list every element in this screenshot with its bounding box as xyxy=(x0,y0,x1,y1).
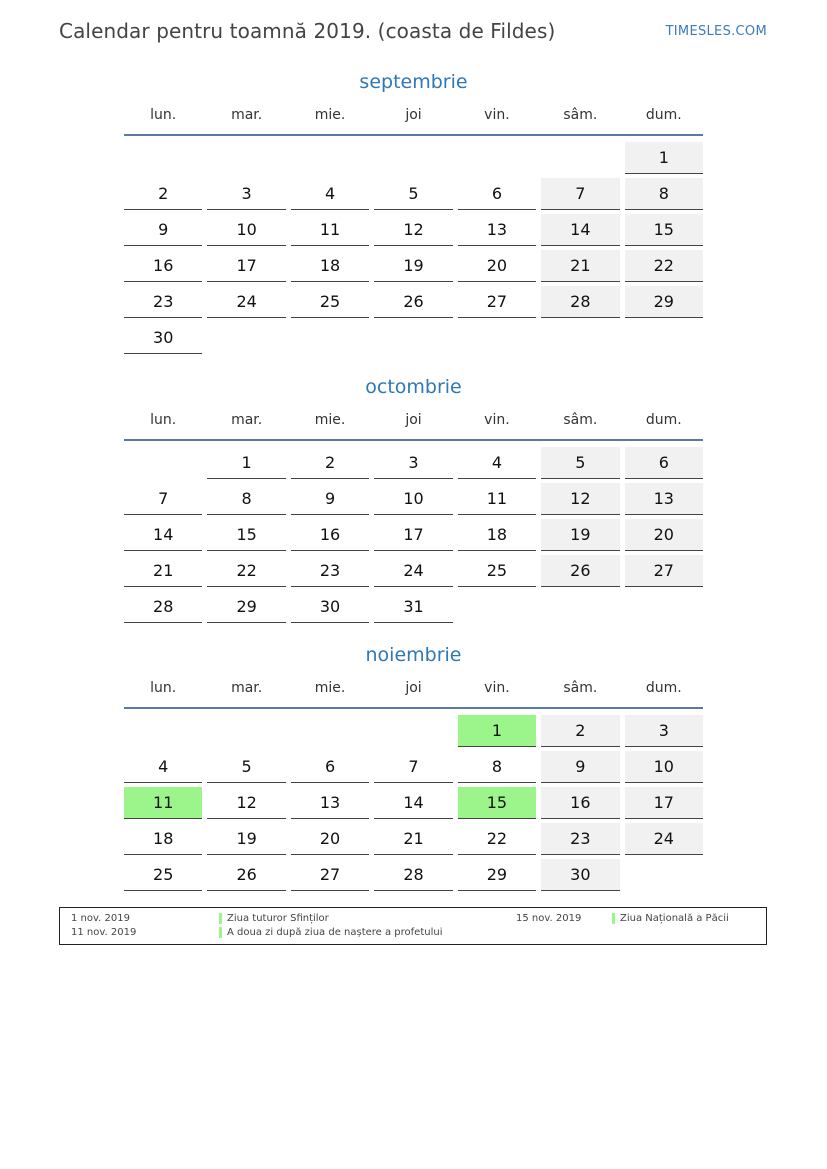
day-cell[interactable]: 21 xyxy=(374,823,452,855)
weekday-label: sâm. xyxy=(563,107,598,123)
empty-cell xyxy=(124,445,202,481)
legend-entry xyxy=(612,913,729,924)
day-cell[interactable]: 21 xyxy=(124,555,202,587)
day-cell[interactable]: 25 xyxy=(458,555,536,587)
day-cell[interactable]: 13 xyxy=(458,214,536,246)
day-cell[interactable]: 7 xyxy=(374,751,452,783)
day-cell[interactable]: 1 xyxy=(625,142,703,174)
day-cell[interactable]: 1 xyxy=(207,447,285,479)
holiday-day-cell[interactable]: 11 xyxy=(124,787,202,819)
day-cell[interactable]: 20 xyxy=(458,250,536,282)
weekday-label: mar. xyxy=(231,412,263,428)
day-cell[interactable]: 22 xyxy=(458,823,536,855)
day-cell[interactable]: 26 xyxy=(541,555,619,587)
weekday-label: mar. xyxy=(231,107,263,123)
day-cell[interactable]: 28 xyxy=(124,591,202,623)
day-cell[interactable]: 2 xyxy=(541,715,619,747)
day-cell[interactable]: 4 xyxy=(291,178,369,210)
day-grid xyxy=(124,713,703,893)
holiday-legend xyxy=(59,907,767,945)
day-cell[interactable]: 19 xyxy=(207,823,285,855)
weekday-label: dum. xyxy=(645,107,682,123)
day-cell[interactable]: 5 xyxy=(541,447,619,479)
month-title: octombrie xyxy=(365,376,462,398)
page-title: Calendar pentru toamnă 2019. (coasta de Fildes) xyxy=(59,19,556,43)
day-grid xyxy=(124,140,703,356)
legend-holiday-name: Ziua Națională a Păcii xyxy=(620,913,729,924)
day-cell[interactable]: 4 xyxy=(124,751,202,783)
weekday-label: joi xyxy=(405,412,422,428)
empty-cell xyxy=(291,140,369,176)
day-cell[interactable]: 20 xyxy=(625,519,703,551)
day-cell[interactable]: 25 xyxy=(124,859,202,891)
day-cell[interactable]: 12 xyxy=(207,787,285,819)
empty-cell xyxy=(374,713,452,749)
day-cell[interactable]: 30 xyxy=(291,591,369,623)
weekday-label: vin. xyxy=(484,680,510,696)
legend-date: 11 nov. 2019 xyxy=(71,927,137,938)
day-cell[interactable]: 16 xyxy=(124,250,202,282)
day-cell[interactable]: 25 xyxy=(291,286,369,318)
empty-cell xyxy=(374,140,452,176)
day-cell[interactable]: 14 xyxy=(541,214,619,246)
weekday-label: mie. xyxy=(314,107,346,123)
day-cell[interactable]: 18 xyxy=(124,823,202,855)
day-cell[interactable]: 27 xyxy=(291,859,369,891)
day-cell[interactable]: 9 xyxy=(124,214,202,246)
empty-cell xyxy=(124,140,202,176)
day-cell[interactable]: 19 xyxy=(374,250,452,282)
day-cell[interactable]: 2 xyxy=(124,178,202,210)
day-cell[interactable]: 17 xyxy=(374,519,452,551)
day-cell[interactable]: 29 xyxy=(458,859,536,891)
day-cell[interactable]: 17 xyxy=(207,250,285,282)
weekday-label: vin. xyxy=(484,107,510,123)
day-cell[interactable]: 16 xyxy=(291,519,369,551)
day-cell[interactable]: 23 xyxy=(541,823,619,855)
day-cell[interactable]: 26 xyxy=(374,286,452,318)
day-cell[interactable]: 24 xyxy=(207,286,285,318)
day-cell[interactable]: 16 xyxy=(541,787,619,819)
day-cell[interactable]: 14 xyxy=(124,519,202,551)
day-cell[interactable]: 3 xyxy=(374,447,452,479)
empty-cell xyxy=(207,140,285,176)
legend-date: 1 nov. 2019 xyxy=(71,913,130,924)
day-cell[interactable]: 12 xyxy=(541,483,619,515)
day-cell[interactable]: 11 xyxy=(291,214,369,246)
weekday-label: sâm. xyxy=(563,680,598,696)
day-cell[interactable]: 29 xyxy=(625,286,703,318)
day-cell[interactable]: 12 xyxy=(374,214,452,246)
day-cell[interactable]: 13 xyxy=(625,483,703,515)
day-cell[interactable]: 3 xyxy=(625,715,703,747)
day-cell[interactable]: 6 xyxy=(458,178,536,210)
day-cell[interactable]: 11 xyxy=(458,483,536,515)
weekday-label: mie. xyxy=(314,680,346,696)
weekday-label: joi xyxy=(405,107,422,123)
day-cell[interactable]: 31 xyxy=(374,591,452,623)
weekday-header xyxy=(124,96,703,136)
legend-entry xyxy=(219,913,329,924)
day-cell[interactable]: 22 xyxy=(625,250,703,282)
day-cell[interactable]: 30 xyxy=(124,322,202,354)
day-cell[interactable]: 28 xyxy=(541,286,619,318)
month-title: noiembrie xyxy=(365,644,462,666)
day-cell[interactable]: 3 xyxy=(207,178,285,210)
day-cell[interactable]: 20 xyxy=(291,823,369,855)
day-cell[interactable]: 23 xyxy=(124,286,202,318)
empty-cell xyxy=(124,713,202,749)
weekday-header xyxy=(124,669,703,709)
month-october xyxy=(124,373,703,625)
day-cell[interactable]: 4 xyxy=(458,447,536,479)
day-cell[interactable]: 6 xyxy=(625,447,703,479)
brand-logo[interactable]: TIMESLES.COM xyxy=(665,24,767,39)
day-cell[interactable]: 27 xyxy=(625,555,703,587)
holiday-color-marker xyxy=(612,913,615,924)
day-cell[interactable]: 8 xyxy=(458,751,536,783)
day-cell[interactable]: 15 xyxy=(625,214,703,246)
day-cell[interactable]: 24 xyxy=(625,823,703,855)
empty-cell xyxy=(541,140,619,176)
day-cell[interactable]: 8 xyxy=(625,178,703,210)
weekday-label: dum. xyxy=(645,412,682,428)
day-cell[interactable]: 7 xyxy=(124,483,202,515)
legend-holiday-name: Ziua tuturor Sfinților xyxy=(227,913,329,924)
month-september xyxy=(124,68,703,356)
weekday-label: sâm. xyxy=(563,412,598,428)
month-november xyxy=(124,641,703,893)
day-cell[interactable]: 7 xyxy=(541,178,619,210)
day-cell[interactable]: 5 xyxy=(207,751,285,783)
day-cell[interactable]: 9 xyxy=(291,483,369,515)
day-grid xyxy=(124,445,703,625)
day-cell[interactable]: 30 xyxy=(541,859,619,891)
empty-cell xyxy=(291,713,369,749)
legend-date: 15 nov. 2019 xyxy=(516,913,582,924)
holiday-day-cell[interactable]: 15 xyxy=(458,787,536,819)
day-cell[interactable]: 10 xyxy=(374,483,452,515)
holiday-color-marker xyxy=(219,913,222,924)
empty-cell xyxy=(458,140,536,176)
day-cell[interactable]: 18 xyxy=(291,250,369,282)
day-cell[interactable]: 24 xyxy=(374,555,452,587)
day-cell[interactable]: 9 xyxy=(541,751,619,783)
weekday-label: joi xyxy=(405,680,422,696)
legend-entry xyxy=(219,927,443,938)
day-cell[interactable]: 2 xyxy=(291,447,369,479)
day-cell[interactable]: 18 xyxy=(458,519,536,551)
day-cell[interactable]: 29 xyxy=(207,591,285,623)
weekday-label: lun. xyxy=(150,412,177,428)
day-cell[interactable]: 10 xyxy=(625,751,703,783)
day-cell[interactable]: 10 xyxy=(207,214,285,246)
weekday-label: mie. xyxy=(314,412,346,428)
empty-cell xyxy=(207,713,285,749)
day-cell[interactable]: 8 xyxy=(207,483,285,515)
weekday-label: lun. xyxy=(150,680,177,696)
month-title: septembrie xyxy=(359,71,468,93)
day-cell[interactable]: 19 xyxy=(541,519,619,551)
holiday-day-cell[interactable]: 1 xyxy=(458,715,536,747)
day-cell[interactable]: 21 xyxy=(541,250,619,282)
day-cell[interactable]: 13 xyxy=(291,787,369,819)
day-cell[interactable]: 14 xyxy=(374,787,452,819)
weekday-label: mar. xyxy=(231,680,263,696)
weekday-header xyxy=(124,401,703,441)
weekday-label: lun. xyxy=(150,107,177,123)
day-cell[interactable]: 6 xyxy=(291,751,369,783)
day-cell[interactable]: 17 xyxy=(625,787,703,819)
day-cell[interactable]: 15 xyxy=(207,519,285,551)
day-cell[interactable]: 27 xyxy=(458,286,536,318)
day-cell[interactable]: 5 xyxy=(374,178,452,210)
weekday-label: dum. xyxy=(645,680,682,696)
day-cell[interactable]: 22 xyxy=(207,555,285,587)
day-cell[interactable]: 26 xyxy=(207,859,285,891)
day-cell[interactable]: 28 xyxy=(374,859,452,891)
holiday-color-marker xyxy=(219,927,222,938)
legend-holiday-name: A doua zi după ziua de naștere a profetului xyxy=(227,927,443,938)
day-cell[interactable]: 23 xyxy=(291,555,369,587)
weekday-label: vin. xyxy=(484,412,510,428)
